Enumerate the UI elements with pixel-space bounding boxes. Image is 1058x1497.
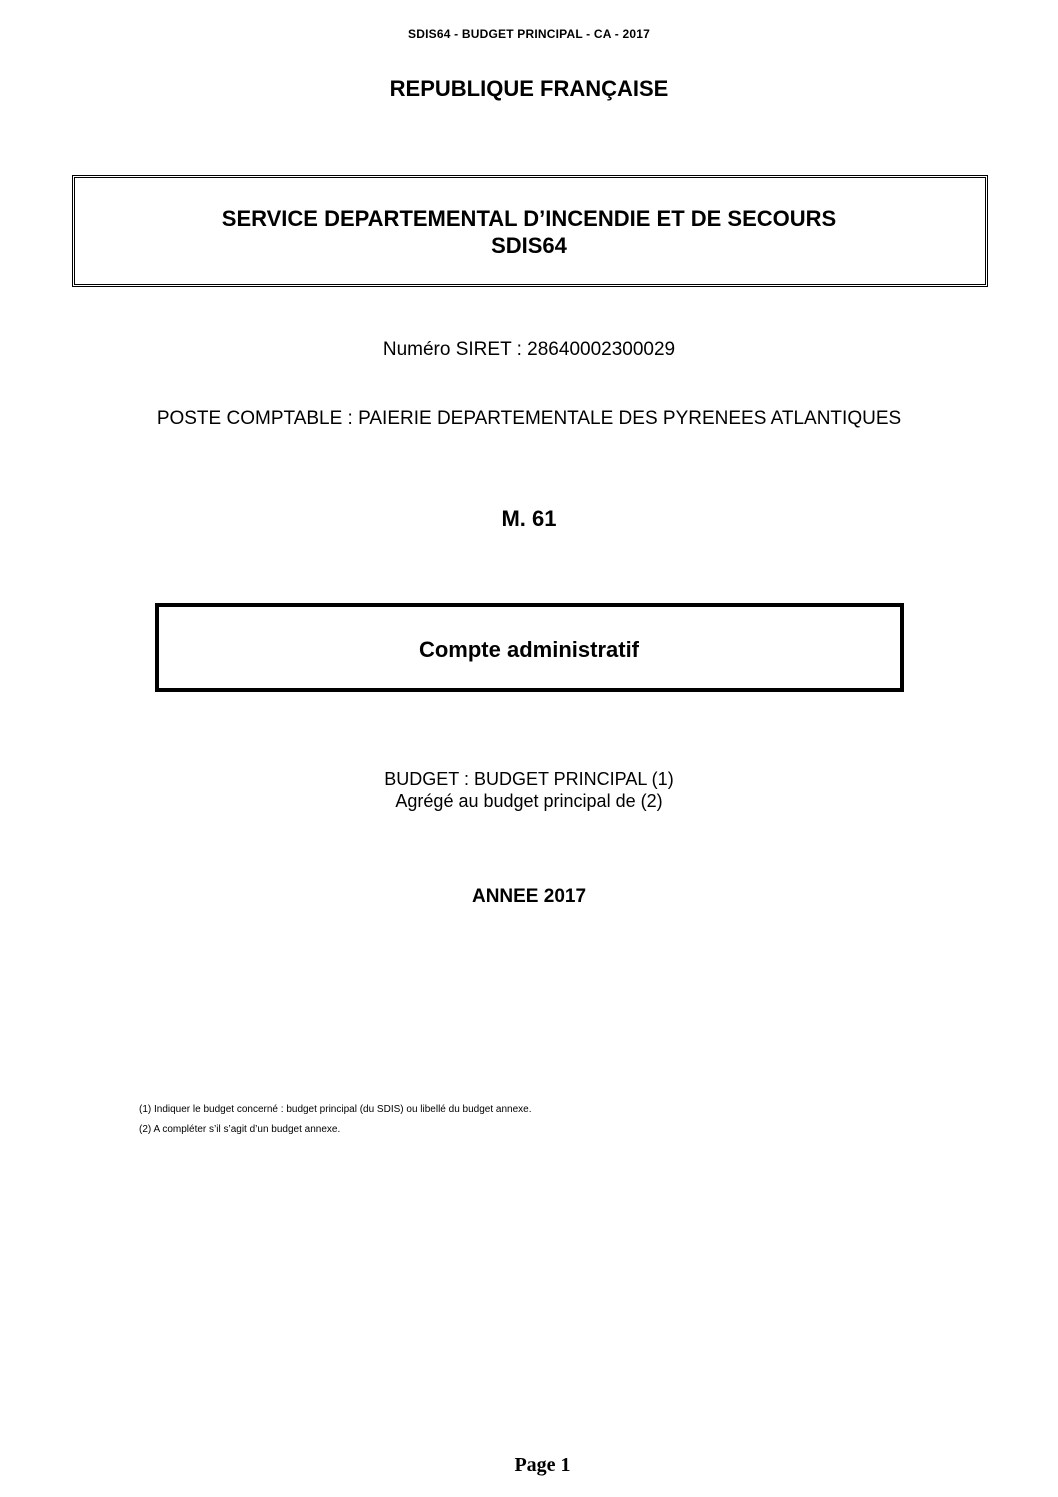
siret-number: Numéro SIRET : 28640002300029 — [382, 339, 676, 360]
budget-block — [0, 768, 1058, 812]
footnote-1: (1) Indiquer le budget concerné : budget principal (du SDIS) ou libellé du budget annexe. — [139, 1104, 532, 1115]
page-number: Page 1 — [514, 1454, 571, 1476]
document-type: Compte administratif — [418, 637, 640, 662]
budget-line-2: Agrégé au budget principal de (2) — [395, 791, 663, 811]
budget-line-1: BUDGET : BUDGET PRINCIPAL (1) — [384, 769, 674, 789]
nomenclature: M. 61 — [501, 506, 557, 531]
organization-name-block — [0, 205, 1058, 259]
organization-acronym: SDIS64 — [491, 233, 567, 258]
poste-comptable: POSTE COMPTABLE : PAIERIE DEPARTEMENTALE DES PYRENEES ATLANTIQUES — [156, 408, 902, 429]
footnote-2: (2) A compléter s’il s’agit d’un budget annexe. — [139, 1124, 341, 1135]
annee: ANNEE 2017 — [471, 886, 587, 907]
running-header: SDIS64 - BUDGET PRINCIPAL - CA - 2017 — [408, 27, 650, 41]
organization-name: SERVICE DEPARTEMENTAL D’INCENDIE ET DE SECOURS — [221, 206, 837, 231]
republique-heading: REPUBLIQUE FRANÇAISE — [389, 76, 669, 101]
